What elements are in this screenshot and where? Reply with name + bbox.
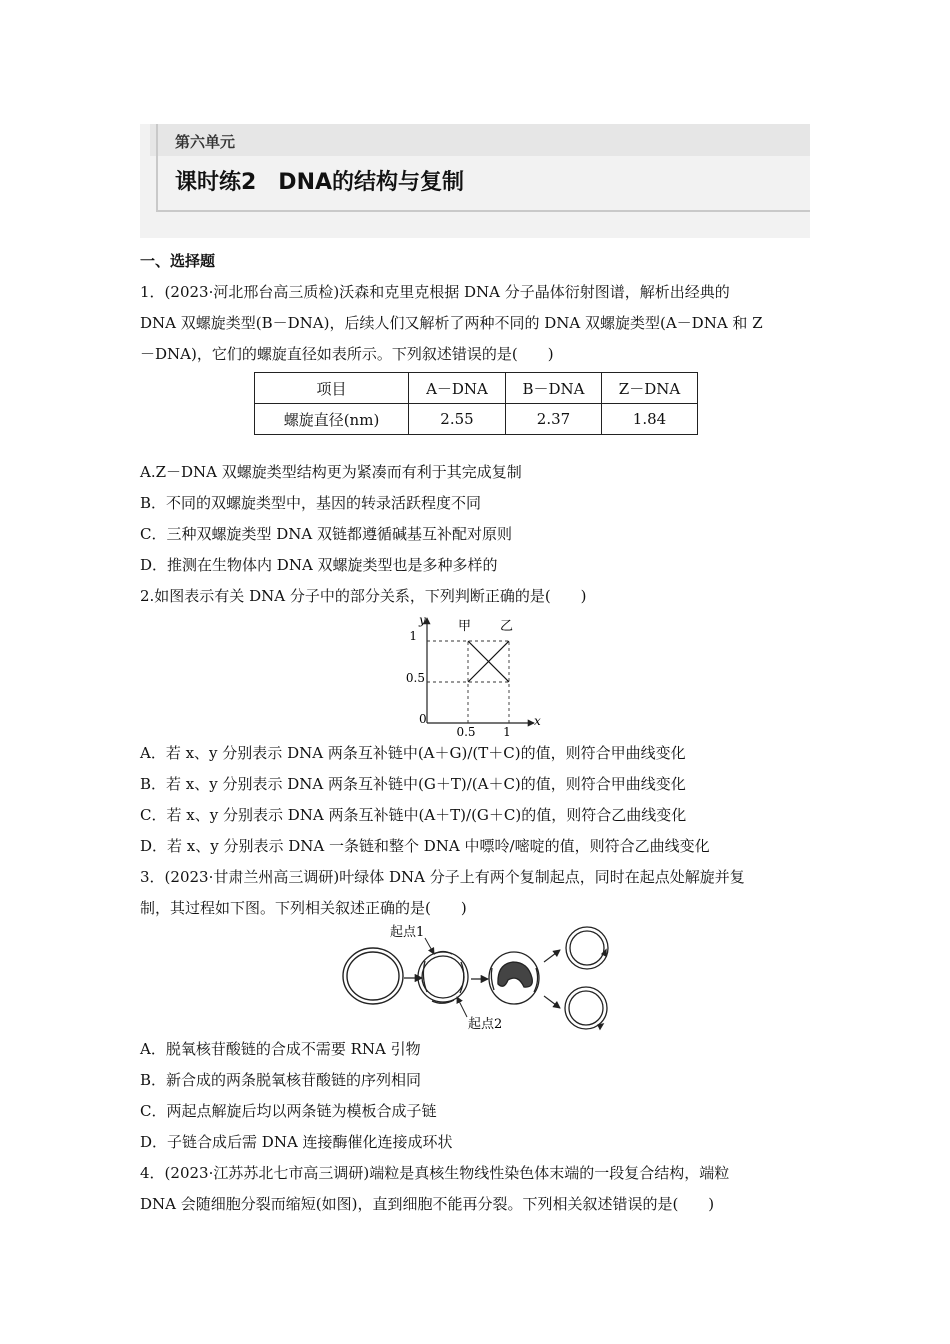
ratio-line-chart — [140, 612, 812, 738]
table-cell: 1.84 — [602, 404, 698, 435]
origin-label: 0 — [419, 712, 427, 726]
table-header-cell: B－DNA — [506, 373, 602, 404]
option-c: C．若 x、y 分别表示 DNA 两条互补链中(A＋T)/(G＋C)的值，则符合乙曲线变化 — [140, 806, 687, 824]
header-divider-vertical — [156, 124, 158, 212]
question-1 — [140, 277, 812, 581]
lesson-title: 课时练2 DNA的结构与复制 — [175, 170, 465, 195]
option-d: D．推测在生物体内 DNA 双螺旋类型也是多种多样的 — [140, 556, 498, 574]
origin-1-label: 起点1 — [390, 925, 425, 940]
question-3 — [140, 862, 812, 1158]
option-b: B．新合成的两条脱氧核苷酸链的序列相同 — [140, 1071, 422, 1089]
helix-diameter-table — [254, 372, 698, 435]
option-d: D．子链合成后需 DNA 连接酶催化连接成环状 — [140, 1133, 453, 1151]
y-tick-label: 0.5 — [405, 671, 425, 685]
circular-dna-replicating — [489, 952, 539, 1004]
series-label-yi: 乙 — [500, 619, 514, 634]
split-arrow-down — [544, 996, 560, 1008]
daughter-dna-circle-bottom — [565, 987, 607, 1029]
option-d: D．若 x、y 分别表示 DNA 一条链和整个 DNA 中嘌呤/嘧啶的值，则符合乙曲线变化 — [140, 837, 710, 855]
option-a: A.Z－DNA 双螺旋类型结构更为紧凑而有利于其完成复制 — [140, 463, 522, 481]
option-b: B．不同的双螺旋类型中，基因的转录活跃程度不同 — [140, 494, 482, 512]
option-c: C．两起点解旋后均以两条链为模板合成子链 — [140, 1102, 437, 1120]
table-cell: 2.37 — [506, 404, 602, 435]
question-4 — [140, 1158, 812, 1220]
option-c: C．三种双螺旋类型 DNA 双链都遵循碱基互补配对原则 — [140, 525, 512, 543]
table-cell: 2.55 — [409, 404, 506, 435]
table-row — [255, 404, 698, 435]
question-stem-line: DNA 会随细胞分裂而缩短(如图)，直到细胞不能再分裂。下列相关叙述错误的是( ) — [140, 1195, 715, 1213]
question-stem-line: DNA 双螺旋类型(B－DNA)，后续人们又解析了两种不同的 DNA 双螺旋类型(A－DNA 和 Z — [140, 314, 763, 332]
header-divider-horizontal — [156, 210, 810, 212]
circular-dna-unwinding — [418, 952, 468, 1004]
question-stem-line: －DNA)，它们的螺旋直径如表所示。下列叙述错误的是( ) — [140, 345, 554, 363]
option-a: A．脱氧核苷酸链的合成不需要 RNA 引物 — [140, 1040, 421, 1058]
table-header-cell: 项目 — [255, 373, 409, 404]
table-cell: 螺旋直径(nm) — [255, 404, 409, 435]
option-a: A．若 x、y 分别表示 DNA 两条互补链中(A＋G)/(T＋C)的值，则符合甲曲线变化 — [140, 744, 686, 762]
table-header-cell: A－DNA — [409, 373, 506, 404]
worksheet-content — [140, 246, 812, 1220]
question-stem-line: 1．(2023·河北邢台高三质检)沃森和克里克根据 DNA 分子晶体衍射图谱，解析出经典的 — [140, 283, 730, 301]
question-stem-line: 2.如图表示有关 DNA 分子中的部分关系，下列判断正确的是( ) — [140, 587, 587, 605]
origin-2-pointer — [457, 997, 467, 1017]
chloroplast-dna-replication-diagram — [140, 924, 812, 1034]
series-label-jia: 甲 — [458, 619, 472, 634]
section-title: 一、选择题 — [140, 252, 216, 270]
x-tick-label: 1 — [503, 725, 511, 738]
y-tick-label: 1 — [409, 629, 417, 643]
circular-dna-parent — [343, 948, 403, 1004]
x-axis-label: x — [534, 714, 541, 728]
question-stem-line: 3．(2023·甘肃兰州高三调研)叶绿体 DNA 分子上有两个复制起点，同时在起点处解旋并复 — [140, 868, 745, 886]
split-arrow-up — [544, 950, 560, 962]
question-2 — [140, 581, 812, 862]
origin-2-label: 起点2 — [468, 1017, 503, 1032]
question-stem-line: 4．(2023·江苏苏北七市高三调研)端粒是真核生物线性染色体末端的一段复合结构，端粒 — [140, 1164, 730, 1182]
origin-1-pointer — [425, 938, 434, 954]
header-bar — [150, 124, 810, 156]
y-axis-label: y — [419, 613, 426, 627]
table-header-row — [255, 373, 698, 404]
unit-label: 第六单元 — [175, 133, 236, 151]
question-stem-line: 制，其过程如下图。下列相关叙述正确的是( ) — [140, 899, 467, 917]
option-b: B．若 x、y 分别表示 DNA 两条互补链中(G＋T)/(A＋C)的值，则符合甲曲线变化 — [140, 775, 686, 793]
table-header-cell: Z－DNA — [602, 373, 698, 404]
x-tick-label: 0.5 — [456, 725, 476, 738]
daughter-dna-circle-top — [566, 927, 608, 969]
